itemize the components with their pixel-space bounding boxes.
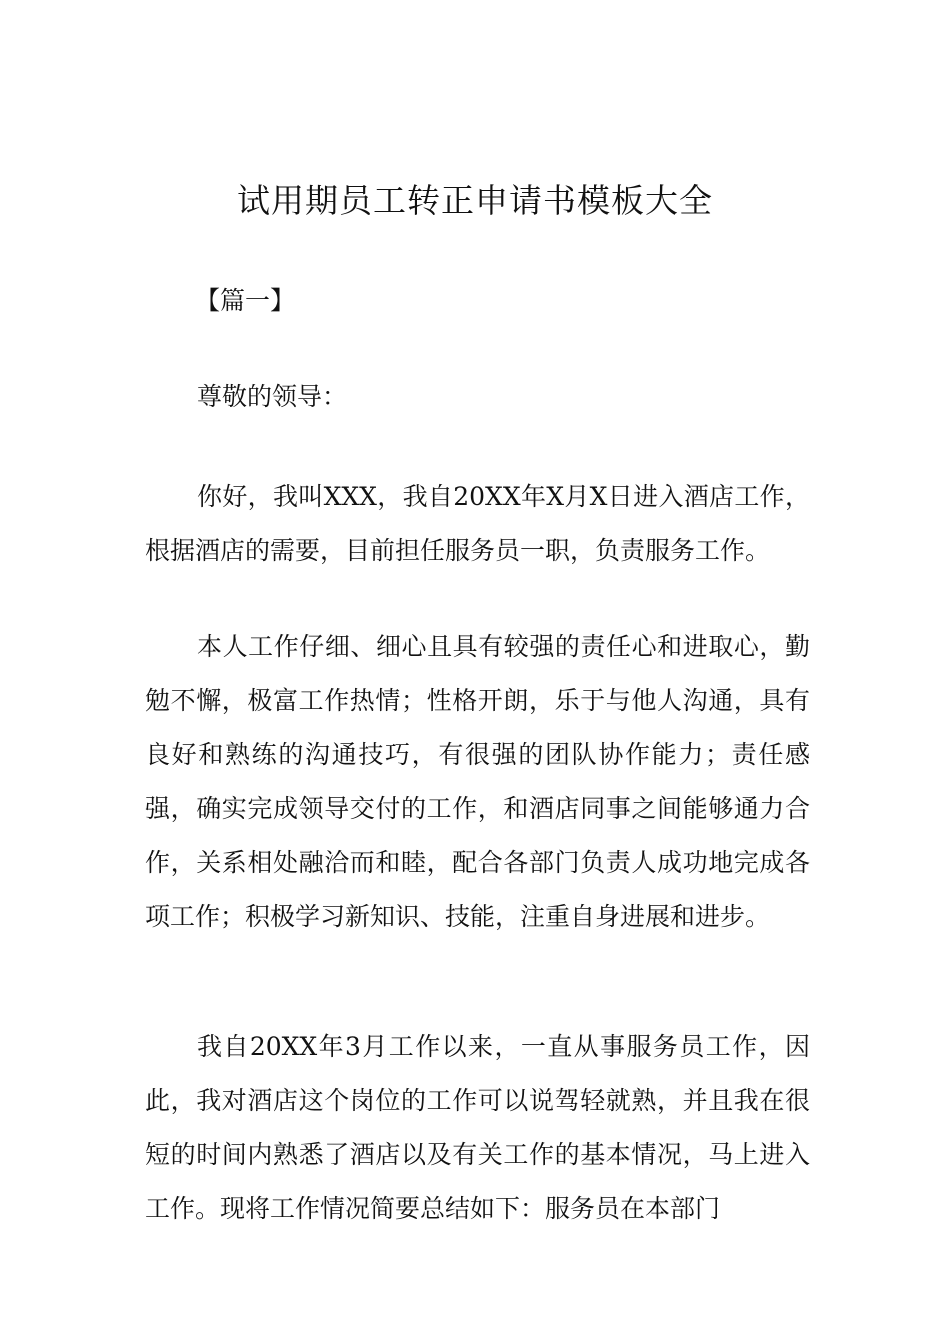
section-label: 【篇一】 [195, 286, 296, 315]
salutation: 尊敬的领导： [197, 382, 348, 411]
document-title: 试用期员工转正申请书模板大全 [237, 181, 713, 220]
paragraph-self-assessment: 本人工作仔细、细心且具有较强的责任心和进取心，勤勉不懈，极富工作热情；性格开朗，乐于与他人沟通，具有良好和熟练的沟通技巧，有很强的团队协作能力；责任感强，确实完成领导交付的工作，和酒店同事之间能够通力合作，关系相处融洽而和睦，配合各部门负责人成功地完成各项工作；积极学习新知识、技能，注重自身进展和进步。 [145, 632, 810, 931]
paragraph-work-summary: 我自20XX年3月工作以来，一直从事服务员工作，因此，我对酒店这个岗位的工作可以说驾轻就熟，并且我在很短的时间内熟悉了酒店以及有关工作的基本情况，马上进入工作。现将工作情况简要总结如下：服务员在本部门 [145, 1032, 810, 1223]
paragraph-introduction: 你好，我叫XXX，我自20XX年X月X日进入酒店工作，根据酒店的需要，目前担任服务员一职，负责服务工作。 [145, 482, 810, 565]
